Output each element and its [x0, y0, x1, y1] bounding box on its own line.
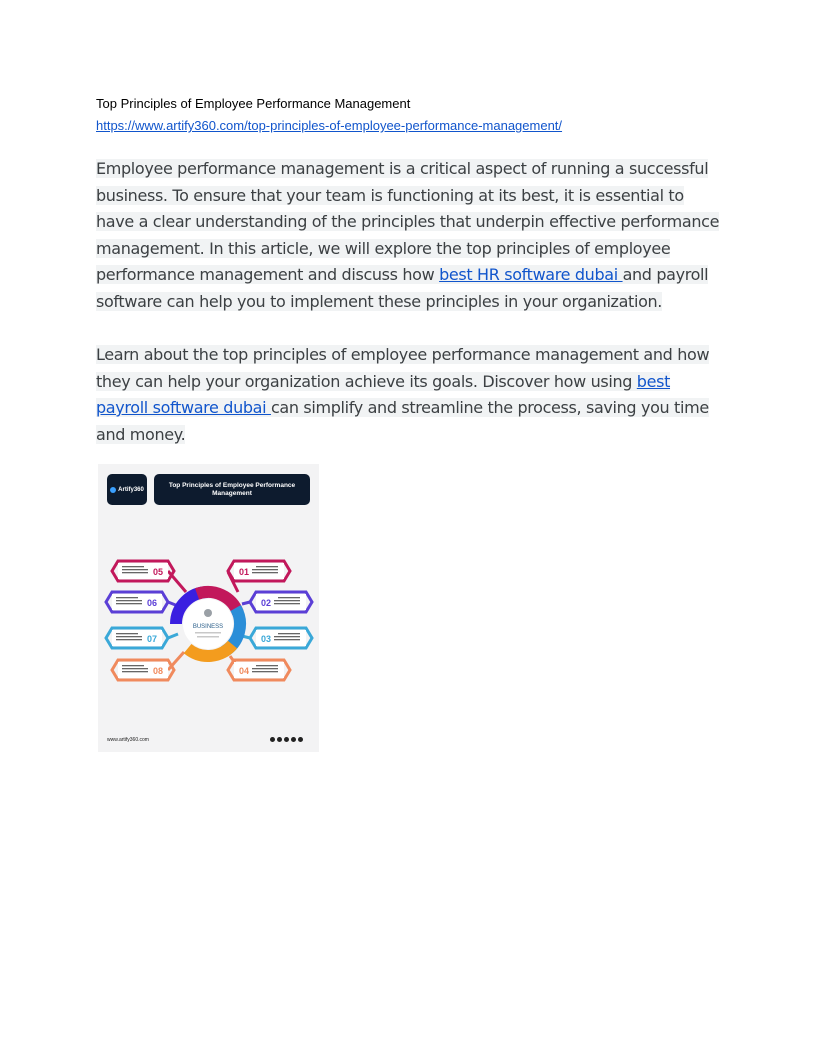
- twitter-icon: [284, 737, 289, 742]
- step-08-number: 08: [153, 666, 164, 676]
- infographic-diagram: [98, 464, 319, 752]
- bulb-icon: [204, 609, 212, 617]
- paragraph-1-text-after: and payroll software can help you to implement these principles in your organization.: [96, 265, 709, 311]
- step-06: [106, 592, 168, 612]
- paragraph-1: [96, 156, 724, 315]
- step-01-number: 01: [239, 567, 250, 577]
- paragraph-2-text-after: can simplify and streamline the process, saving you time and money.: [96, 398, 709, 444]
- infographic-image: [98, 464, 319, 752]
- document-title: Top Principles of Employee Performance Management: [96, 96, 411, 111]
- infographic-heading: Top Principles of Employee Performance Management: [154, 474, 310, 505]
- instagram-icon: [277, 737, 282, 742]
- step-04: [228, 660, 290, 680]
- paragraph-2-text-before: Learn about the top principles of employee performance management and how they can help your organization achieve its goals. Discover how using: [96, 345, 710, 391]
- step-07-number: 07: [147, 634, 158, 644]
- social-icons: [270, 737, 303, 742]
- step-02: [250, 592, 312, 612]
- step-06-number: 06: [147, 598, 158, 608]
- center-ring: [163, 579, 253, 669]
- step-05-number: 05: [153, 567, 164, 577]
- step-02-number: 02: [261, 598, 272, 608]
- facebook-icon: [270, 737, 275, 742]
- step-01: [228, 561, 290, 581]
- best-hr-software-link[interactable]: best HR software dubai: [439, 265, 623, 284]
- paragraph-2: [96, 342, 724, 448]
- step-08: [112, 660, 174, 680]
- logo-text: Artify360: [118, 486, 144, 493]
- source-url-link[interactable]: https://www.artify360.com/top-principles-of-employee-performance-management/: [96, 118, 563, 133]
- paragraph-1-text-before: Employee performance management is a critical aspect of running a successful business. To ensure that your team is functioning at its best, it is essential to have a clear understanding of the principles that underpin effective performance management. In this article, we will explore the top principles of employee performance management and discuss how: [96, 159, 720, 284]
- step-03: [250, 628, 312, 648]
- step-03-number: 03: [261, 634, 272, 644]
- step-04-number: 04: [239, 666, 250, 676]
- linkedin-icon: [291, 737, 296, 742]
- best-payroll-software-link[interactable]: best payroll software dubai: [96, 371, 671, 417]
- infographic-footer-url: www.artify360.com: [107, 737, 149, 743]
- step-07: [106, 628, 168, 648]
- center-label: BUSINESS: [192, 624, 224, 630]
- youtube-icon: [298, 737, 303, 742]
- step-05: [112, 561, 174, 581]
